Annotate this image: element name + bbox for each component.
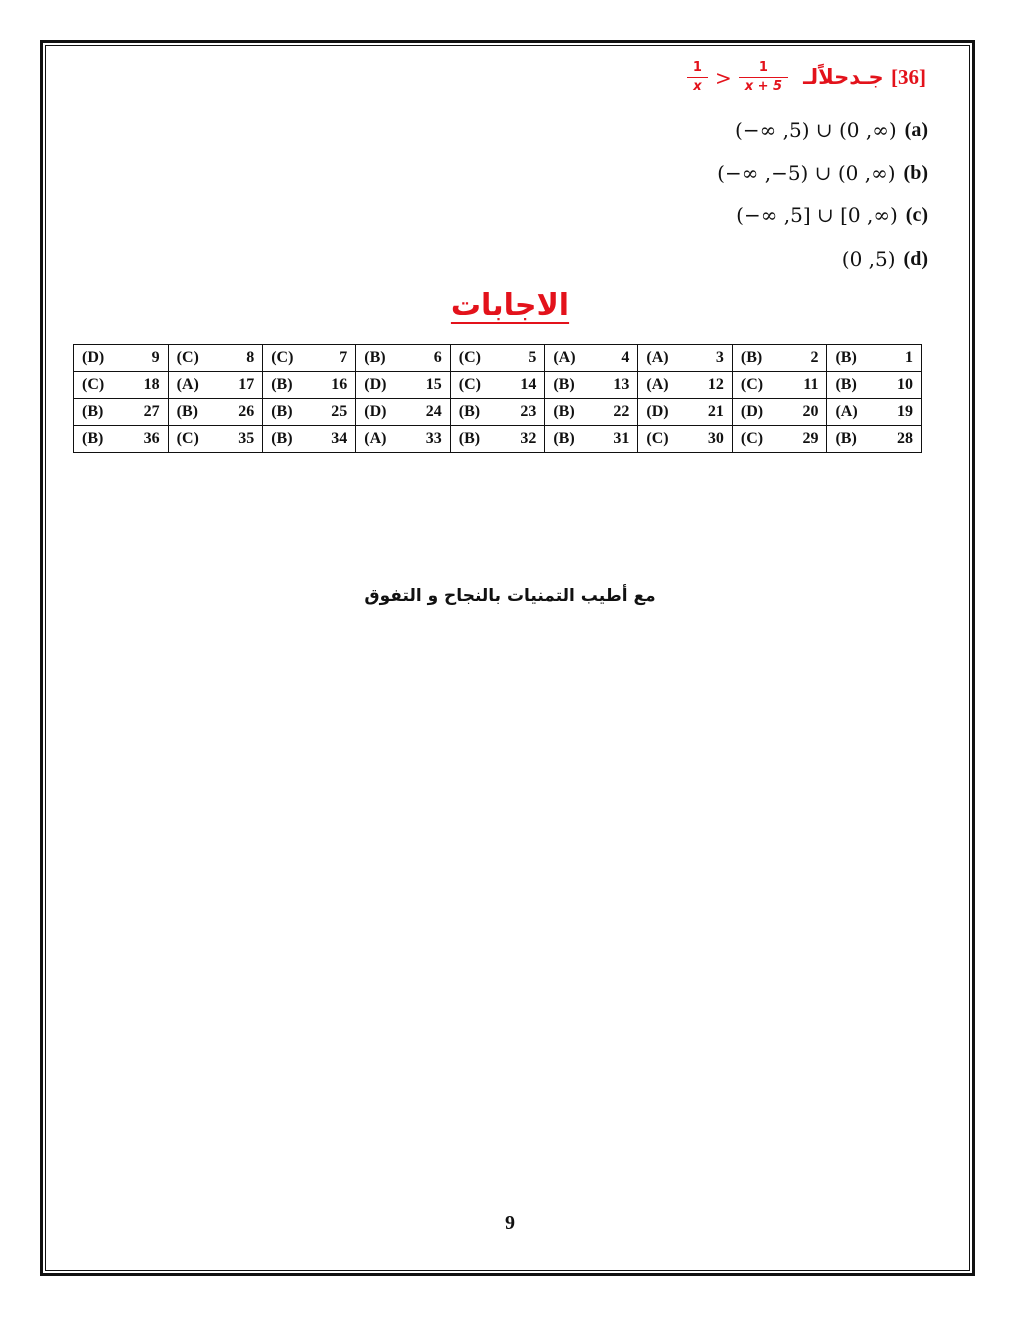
answer-number: 24 — [425, 403, 442, 420]
table-row — [74, 426, 922, 453]
answer-letter: (B) — [82, 403, 104, 420]
answer-cell — [356, 426, 451, 453]
answer-cell — [168, 399, 263, 426]
table-row — [74, 399, 922, 426]
answer-cell — [545, 372, 638, 399]
answer-letter: (A) — [364, 430, 387, 447]
answer-cell — [74, 426, 169, 453]
answer-number: 5 — [528, 349, 537, 366]
answer-number: 27 — [143, 403, 160, 420]
answer-cell — [74, 345, 169, 372]
page-border-inner — [45, 45, 970, 1271]
answer-letter: (D) — [82, 349, 105, 366]
answers-title-text: الاجابات — [450, 288, 570, 323]
answer-letter: (B) — [176, 403, 198, 420]
answer-number: 11 — [803, 376, 819, 393]
answer-letter: (B) — [458, 430, 481, 447]
answer-letter: (C) — [176, 349, 199, 366]
answer-cell — [732, 345, 827, 372]
answer-cell — [450, 426, 545, 453]
fraction-left-denominator: x — [693, 79, 702, 94]
answer-cell — [732, 399, 827, 426]
option-d-expression: (0 ,5) — [841, 247, 896, 271]
answer-number: 10 — [897, 376, 913, 393]
answer-cell — [263, 345, 356, 372]
answer-cell — [263, 426, 356, 453]
option-a-label: (a) — [904, 118, 928, 141]
answer-letter: (D) — [646, 403, 669, 420]
answer-cell — [356, 345, 451, 372]
answer-number: 13 — [613, 376, 630, 393]
answer-letter: (B) — [553, 430, 575, 447]
answer-letter: (B) — [835, 430, 857, 447]
answer-number: 28 — [897, 430, 913, 447]
question-title — [803, 65, 926, 90]
answer-cell — [263, 372, 356, 399]
answers-table — [73, 344, 922, 453]
answer-cell — [168, 426, 263, 453]
answer-number: 7 — [339, 349, 348, 366]
option-d — [842, 247, 928, 271]
answer-number: 3 — [715, 349, 724, 366]
option-b-expression: (−∞ ,−5) ∪ (0 ,∞) — [717, 161, 896, 185]
table-row — [74, 372, 922, 399]
answer-letter: (D) — [364, 403, 387, 420]
answer-number: 30 — [707, 430, 724, 447]
answer-letter: (A) — [176, 376, 199, 393]
answer-number: 31 — [613, 430, 630, 447]
answer-number: 25 — [331, 403, 348, 420]
answer-letter: (A) — [646, 376, 669, 393]
answer-number: 8 — [246, 349, 255, 366]
option-a — [735, 118, 928, 142]
answer-letter: (C) — [176, 430, 199, 447]
answer-cell — [74, 372, 169, 399]
answer-letter: (B) — [271, 430, 293, 447]
answer-letter: (B) — [458, 403, 481, 420]
answer-cell — [732, 426, 827, 453]
answer-letter: (B) — [82, 430, 104, 447]
fraction-right-numerator: 1 — [758, 60, 768, 75]
answer-number: 18 — [143, 376, 160, 393]
answer-number: 32 — [520, 430, 537, 447]
answer-number: 36 — [143, 430, 160, 447]
answer-cell — [450, 345, 545, 372]
fraction-left-numerator: 1 — [692, 60, 702, 75]
answer-cell — [545, 399, 638, 426]
answer-number: 17 — [238, 376, 255, 393]
answer-number: 21 — [707, 403, 724, 420]
fraction-left — [690, 60, 705, 95]
answer-letter: (B) — [271, 376, 293, 393]
answer-number: 4 — [621, 349, 630, 366]
question-header — [690, 60, 926, 95]
answer-cell — [638, 426, 733, 453]
answer-letter: (C) — [458, 349, 481, 366]
answer-letter: (B) — [364, 349, 386, 366]
answer-letter: (C) — [740, 376, 764, 393]
answer-cell — [827, 426, 922, 453]
answer-number: 12 — [707, 376, 724, 393]
answer-letter: (C) — [82, 376, 105, 393]
answer-number: 20 — [802, 403, 819, 420]
answer-letter: (A) — [553, 349, 576, 366]
answer-number: 19 — [897, 403, 913, 420]
answer-number: 33 — [425, 430, 442, 447]
answer-letter: (D) — [364, 376, 387, 393]
option-c — [736, 203, 928, 227]
option-d-label: (d) — [903, 247, 928, 270]
answer-letter: (C) — [740, 430, 764, 447]
answer-number: 26 — [238, 403, 255, 420]
answer-cell — [450, 399, 545, 426]
answer-number: 22 — [613, 403, 630, 420]
answer-letter: (C) — [271, 349, 294, 366]
answer-cell — [450, 372, 545, 399]
answer-number: 23 — [520, 403, 537, 420]
answer-number: 29 — [802, 430, 819, 447]
answer-number: 16 — [331, 376, 348, 393]
answer-number: 1 — [905, 349, 913, 366]
answer-letter: (B) — [553, 403, 575, 420]
option-a-expression: (−∞ ,5) ∪ (0 ,∞) — [735, 118, 897, 142]
option-b-label: (b) — [903, 161, 928, 184]
answer-letter: (C) — [646, 430, 669, 447]
answer-number: 35 — [238, 430, 255, 447]
answer-cell — [356, 399, 451, 426]
answer-cell — [827, 399, 922, 426]
answer-letter: (A) — [835, 403, 858, 420]
answer-letter: (D) — [740, 403, 764, 420]
inequality-operator: > — [714, 65, 732, 90]
closing-message: مع أطيب التمنيات بالنجاح و التفوق — [364, 586, 656, 606]
answer-number: 15 — [425, 376, 442, 393]
question-number: [36] — [891, 65, 926, 89]
answer-letter: (C) — [458, 376, 481, 393]
answer-cell — [168, 372, 263, 399]
fraction-right — [742, 60, 785, 95]
answer-letter: (B) — [835, 349, 857, 366]
inequality — [690, 60, 785, 95]
answers-title — [0, 288, 1020, 323]
answer-cell — [638, 399, 733, 426]
answer-letter: (B) — [271, 403, 293, 420]
question-title-text: جـدحلاًلـ — [803, 65, 884, 89]
option-c-label: (c) — [905, 203, 928, 226]
answer-letter: (B) — [553, 376, 575, 393]
answer-number: 14 — [520, 376, 537, 393]
answer-cell — [545, 345, 638, 372]
answer-number: 6 — [433, 349, 442, 366]
answer-cell — [638, 345, 733, 372]
answer-number: 34 — [331, 430, 348, 447]
fraction-right-denominator: x + 5 — [744, 79, 783, 94]
page-number: 9 — [505, 1212, 515, 1234]
answer-number: 2 — [810, 349, 819, 366]
answer-cell — [638, 372, 733, 399]
table-row — [74, 345, 922, 372]
answer-cell — [545, 426, 638, 453]
option-c-expression: (−∞ ,5] ∪ [0 ,∞) — [736, 203, 898, 227]
answer-cell — [356, 372, 451, 399]
answer-letter: (A) — [646, 349, 669, 366]
answer-cell — [732, 372, 827, 399]
answer-cell — [827, 345, 922, 372]
answer-cell — [263, 399, 356, 426]
option-b — [717, 161, 928, 185]
answer-letter: (B) — [740, 349, 763, 366]
answer-cell — [827, 372, 922, 399]
answer-letter: (B) — [835, 376, 857, 393]
answer-cell — [168, 345, 263, 372]
answer-cell — [74, 399, 169, 426]
answer-number: 9 — [151, 349, 160, 366]
